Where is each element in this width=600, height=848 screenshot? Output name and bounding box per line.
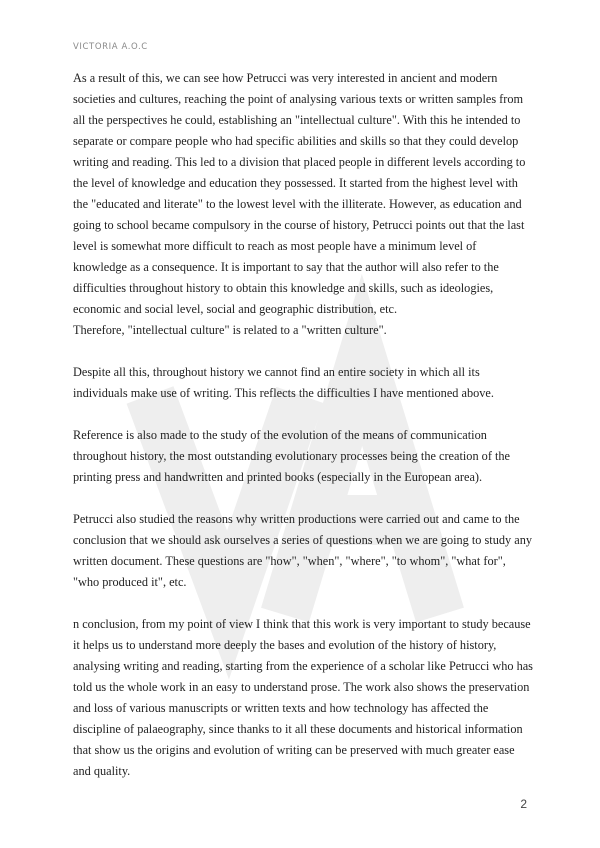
paragraph-despite: Despite all this, throughout history we cannot find an entire society in which all its individuals make use of writing. This reflects the difficulties I have mentioned above. xyxy=(73,365,494,400)
document-body xyxy=(73,68,533,803)
paragraph-therefore: Therefore, "intellectual culture" is related to a "written culture". xyxy=(73,323,387,337)
paragraph-intellectual-culture: As a result of this, we can see how Petrucci was very interested in ancient and modern societies and cultures, reaching the point of analysing various texts or written samples from all the perspectives he could, establishing an "intellectual culture". With this he intended to separate or compare people who had specific abilities and skills so that they could develop writing and reading. This led to a division that placed people in different levels according to the level of knowledge and education they possessed. It started from the highest level with the "educated and literate" to the lowest level with the illiterate. However, as education and going to school became compulsory in the course of history, Petrucci points out that the last level is somewhat more difficult to reach as most people have a minimum level of knowledge as a consequence. It is important to say that the author will also refer to the difficulties throughout history to obtain this knowledge and skills, such as ideologies, economic and social level, social and geographic distribution, etc. xyxy=(73,71,526,316)
header-author: VICTORIA A.O.C xyxy=(73,42,148,52)
paragraph-conclusion: n conclusion, from my point of view I think that this work is very important to study because it helps us to understand more deeply the bases and evolution of the history of history, analysing writing and reading, starting from the experience of a scholar like Petrucci who has told us the whole work in an easy to understand prose. The work also shows the preservation and loss of various manuscripts or written texts and how technology has affected the discipline of palaeography, since thanks to it all these documents and historical information that show us the origins and evolution of writing can be preserved with much greater ease and quality. xyxy=(73,617,533,778)
paragraph-petrucci-questions: Petrucci also studied the reasons why written productions were carried out and came to the conclusion that we should ask ourselves a series of questions when we are going to study any written document. These questions are "how", "when", "where", "to whom", "what for", "who produced it", etc. xyxy=(73,512,532,589)
paragraph-reference: Reference is also made to the study of the evolution of the means of communication throughout history, the most outstanding evolutionary processes being the creation of the printing press and handwritten and printed books (especially in the European area). xyxy=(73,428,511,484)
page-number: 2 xyxy=(520,797,527,811)
